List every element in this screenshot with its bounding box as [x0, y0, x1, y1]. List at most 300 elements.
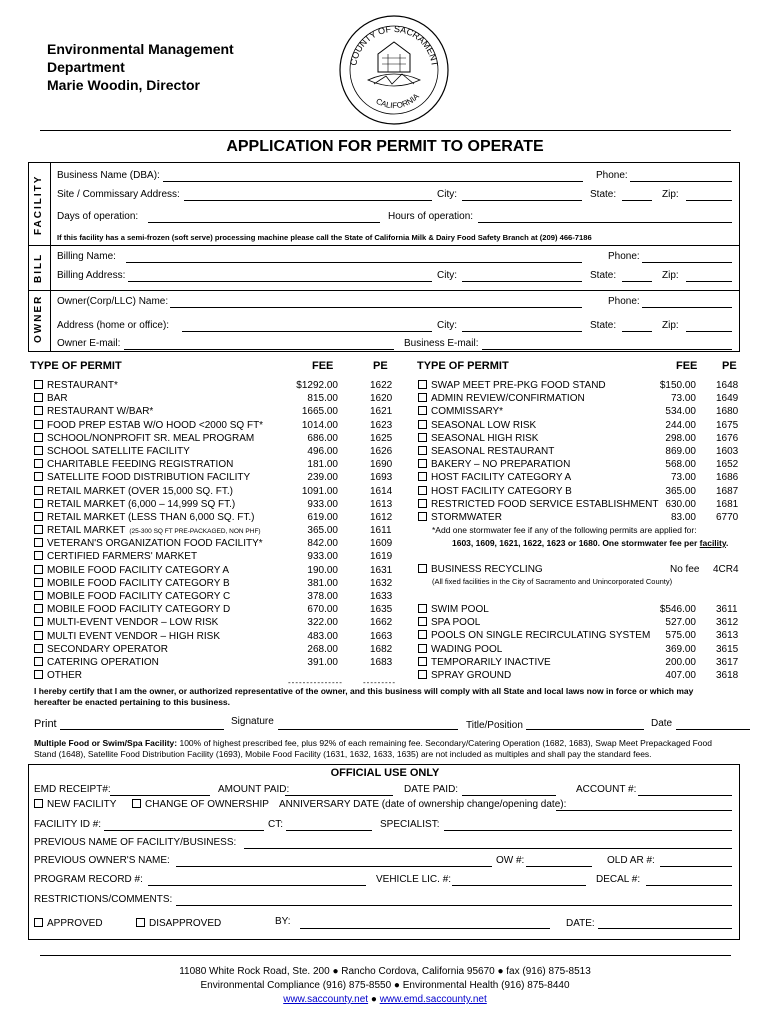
permit-fee: 190.00: [307, 564, 338, 576]
official-use-title: OFFICIAL USE ONLY: [330, 767, 440, 779]
permit-option: [418, 379, 606, 392]
permit-row: [34, 656, 404, 669]
title-position-field[interactable]: [526, 729, 644, 730]
permit-checkbox[interactable]: [34, 631, 43, 640]
permit-name: VETERAN'S ORGANIZATION FOOD FACILITY*: [47, 538, 263, 550]
permit-name: CATERING OPERATION: [47, 656, 159, 668]
business-name-label: Business Name (DBA):: [57, 170, 160, 181]
signature-field[interactable]: [278, 729, 458, 730]
permit-checkbox[interactable]: [34, 591, 43, 600]
permit-pe: 1620: [370, 393, 393, 405]
permit-fee: 483.00: [307, 630, 338, 642]
permit-option: [418, 511, 502, 524]
program-field[interactable]: [148, 885, 366, 886]
permit-checkbox[interactable]: [418, 459, 427, 468]
permit-pe: 1662: [370, 617, 393, 629]
permit-fee: 670.00: [307, 604, 338, 616]
permit-fee: 496.00: [307, 445, 338, 457]
change-ownership-checkbox[interactable]: [132, 799, 141, 808]
change-ownership-row: [132, 799, 269, 810]
recycling-note: (All fixed facilities in the City of Sacramento and Unincorporated County): [432, 577, 673, 586]
permit-name-note: (25-300 SQ FT PRE-PACKAGED, NON PHF): [129, 528, 261, 536]
permit-fee: 365.00: [307, 525, 338, 537]
multiple-facility-text: Multiple Food or Swim/Spa Facility: 100% of highest prescribed fee, plus 92% of each remaining fee. Secondary/Catering Operation (1682, 1683), Swap Meet Prepackaged Food: [34, 738, 712, 748]
program-label: PROGRAM RECORD #:: [34, 874, 143, 885]
ow-label: OW #:: [496, 855, 525, 866]
permit-name: WADING POOL: [431, 643, 503, 655]
decal-label: DECAL #:: [596, 874, 641, 885]
multiple-facility-text-2: Stand (1648), Satellite Food Distribution Facility (1693), Mobile Food Facility (1631, 1632, 1633, 1635) are not included as multiples and shall pay the standard fees.: [34, 749, 652, 759]
amount-field[interactable]: [285, 795, 393, 796]
permit-option: [34, 379, 118, 392]
permit-pe: 1612: [370, 511, 393, 523]
footer-phones: Environmental Compliance (916) 875-8550 ● Environmental Health (916) 875-8440: [200, 980, 570, 991]
city-field[interactable]: [462, 200, 582, 201]
svg-text:COUNTY OF SACRAMENTO: [338, 14, 440, 68]
new-facility-row: [34, 799, 116, 810]
by-field[interactable]: [300, 928, 550, 929]
permit-fee: 268.00: [307, 643, 338, 655]
permit-row: [34, 405, 404, 418]
permit-fee: 239.00: [307, 472, 338, 484]
permit-checkbox[interactable]: [418, 512, 427, 521]
permit-checkbox[interactable]: [34, 433, 43, 442]
permit-row: [34, 498, 404, 511]
permit-pe: 1632: [370, 577, 393, 589]
permit-checkbox[interactable]: [34, 538, 43, 547]
saccounty-link[interactable]: www.saccounty.net: [283, 994, 369, 1005]
permit-checkbox[interactable]: [34, 446, 43, 455]
permit-pe: 1633: [370, 591, 393, 602]
billing-zip-field[interactable]: [686, 281, 732, 282]
prev-name-field[interactable]: [244, 848, 732, 849]
ct-field[interactable]: [286, 830, 372, 831]
permit-row: [34, 458, 404, 471]
specialist-field[interactable]: [444, 830, 732, 831]
billing-phone-label: Phone:: [608, 251, 640, 262]
permit-name: FOOD PREP ESTAB W/O HOOD <2000 SQ FT*: [47, 419, 264, 431]
permit-checkbox[interactable]: [418, 657, 427, 666]
permit-checkbox[interactable]: [418, 630, 427, 639]
account-field[interactable]: [638, 795, 732, 796]
permit-name: OTHER: [47, 670, 82, 682]
vehicle-field[interactable]: [452, 885, 586, 886]
permit-row: [418, 498, 740, 511]
facility-id-label: FACILITY ID #:: [34, 819, 102, 830]
permit-checkbox[interactable]: [418, 446, 427, 455]
facility-bill-divider: [28, 245, 740, 246]
permit-name: BAR: [47, 393, 68, 405]
permit-row: [418, 392, 740, 405]
business-email-field[interactable]: [482, 349, 732, 350]
restrictions-field[interactable]: [176, 905, 732, 906]
soft-serve-notice: If this facility has a semi-frozen (soft serve) processing machine please call the State of California Milk & Dairy Food Safety Branch at (209) 466-7186: [57, 233, 592, 242]
permit-checkbox[interactable]: [34, 420, 43, 429]
permit-fee: 181.00: [307, 459, 338, 471]
stormwater-note-4: facility: [699, 538, 726, 548]
permit-checkbox[interactable]: [34, 380, 43, 389]
permit-name: MULTI-EVENT VENDOR – LOW RISK: [47, 617, 219, 629]
permit-pe: 1675: [716, 419, 739, 431]
permit-option: [34, 405, 153, 418]
permit-name: RETAIL MARKET: [47, 525, 126, 537]
permit-row: [418, 471, 740, 484]
permit-checkbox[interactable]: [34, 551, 43, 560]
zip-field[interactable]: [686, 200, 732, 201]
permit-checkbox[interactable]: [34, 644, 43, 653]
permit-option: [34, 616, 218, 629]
permit-checkbox[interactable]: [418, 604, 427, 613]
prev-owner-field[interactable]: [176, 866, 492, 867]
permit-pe: 1625: [370, 432, 393, 444]
permit-fee: $1292.00: [296, 380, 338, 391]
permit-option: [418, 669, 511, 682]
permit-row: [34, 630, 404, 643]
decal-field[interactable]: [646, 885, 732, 886]
permit-name: POOLS ON SINGLE RECIRCULATING SYSTEM: [431, 630, 651, 642]
by-label: BY:: [275, 916, 291, 927]
dept-name: Environmental Management Department Marie Woodin, Director: [47, 41, 234, 93]
permit-pe: 1663: [370, 630, 393, 642]
fee-header-left: FEE: [312, 360, 334, 372]
days-field[interactable]: [148, 222, 380, 223]
permit-pe: 1603: [716, 445, 739, 457]
permit-pe: 1686: [716, 472, 739, 484]
permit-fee: 1091.00: [301, 485, 338, 497]
certify-text: I hereby certify that I am the owner, or authorized representative of the owner, and this business will comply with all State and local laws now in force or which may: [34, 686, 694, 696]
permit-row: [34, 643, 404, 656]
permit-row: [34, 419, 404, 432]
billing-zip-label: Zip:: [662, 270, 679, 281]
permit-checkbox[interactable]: [418, 433, 427, 442]
billing-city-field[interactable]: [462, 281, 582, 282]
permit-checkbox[interactable]: [34, 565, 43, 574]
section-label-bill: BILL: [33, 252, 44, 284]
permit-row: [418, 432, 740, 445]
permit-fee: 630.00: [665, 498, 696, 510]
pe-header-left: PE: [373, 360, 388, 372]
other-fee-blank[interactable]: ---------------: [288, 678, 343, 687]
permit-row: [34, 537, 404, 550]
permit-row: [34, 550, 404, 563]
permit-checkbox[interactable]: [34, 578, 43, 587]
permit-option: [418, 471, 571, 484]
new-facility-checkbox[interactable]: [34, 799, 43, 808]
permit-option: [418, 656, 551, 669]
receipt-field[interactable]: [110, 795, 210, 796]
seal-text-top: COUNTY OF SACRAMENT: [348, 23, 440, 67]
permit-row: [418, 643, 740, 656]
disapproved-checkbox[interactable]: [136, 918, 145, 927]
permit-checkbox[interactable]: [34, 499, 43, 508]
official-date-field[interactable]: [598, 928, 732, 929]
prev-name-label: PREVIOUS NAME OF FACILITY/BUSINESS:: [34, 837, 237, 848]
permit-fee: 869.00: [665, 445, 696, 457]
permit-pe: 1609: [370, 538, 393, 550]
permit-option: [418, 485, 572, 498]
permit-name: HOST FACILITY CATEGORY B: [431, 485, 572, 497]
permit-option: [418, 445, 554, 458]
permit-checkbox[interactable]: [34, 512, 43, 521]
permit-option: [34, 511, 254, 524]
permit-option: [418, 643, 502, 656]
permit-checkbox[interactable]: [418, 486, 427, 495]
permit-fee: 534.00: [665, 406, 696, 418]
billing-state-label: State:: [590, 270, 617, 281]
section-label-facility: FACILITY: [33, 174, 44, 236]
owner-zip-label: Zip:: [662, 320, 679, 331]
business-name-field[interactable]: [163, 181, 583, 182]
permit-checkbox[interactable]: [418, 406, 427, 415]
permit-option: [34, 577, 230, 590]
stormwater-note: *Add one stormwater fee if any of the following permits are applied for:: [432, 525, 697, 535]
billing-phone-field[interactable]: [642, 262, 732, 263]
permit-checkbox[interactable]: [34, 525, 43, 534]
billing-address-label: Billing Address:: [57, 270, 126, 281]
permit-name: COMMISSARY*: [431, 406, 504, 418]
amount-label: AMOUNT PAID:: [218, 784, 290, 795]
permit-row: [418, 419, 740, 432]
permit-fee: 73.00: [670, 393, 696, 405]
permit-checkbox[interactable]: [34, 617, 43, 626]
disapproved-row: [136, 918, 221, 929]
ct-label: CT:: [268, 819, 283, 830]
permit-pe: 1623: [370, 419, 393, 431]
owner-state-field[interactable]: [622, 331, 652, 332]
permit-pe: 1690: [370, 459, 393, 471]
permit-fee: 842.00: [307, 538, 338, 550]
permit-name: MOBILE FOOD FACILITY CATEGORY B: [47, 577, 230, 589]
permit-pe: 1693: [370, 472, 393, 484]
permit-row: [418, 405, 740, 418]
permit-pe: 1614: [370, 485, 393, 497]
header-rule: [40, 130, 731, 131]
permit-option: [34, 643, 168, 656]
permit-fee: 1665.00: [301, 406, 338, 418]
permit-checkbox[interactable]: [418, 499, 427, 508]
permit-checkbox[interactable]: [34, 657, 43, 666]
permit-option: [418, 405, 503, 418]
permit-row: [34, 616, 404, 629]
permit-row: [34, 524, 404, 537]
permit-pe: 1613: [370, 498, 393, 510]
permit-option: [418, 458, 570, 471]
date-field[interactable]: [676, 729, 750, 730]
recycling-checkbox[interactable]: [418, 564, 427, 573]
owner-name-field[interactable]: [170, 307, 582, 308]
print-field[interactable]: [60, 729, 224, 730]
prev-owner-label: PREVIOUS OWNER'S NAME:: [34, 855, 170, 866]
approved-row: [34, 918, 103, 929]
permit-checkbox[interactable]: [34, 406, 43, 415]
permit-option: [34, 603, 230, 616]
owner-city-field[interactable]: [462, 331, 582, 332]
permit-checkbox[interactable]: [34, 459, 43, 468]
permit-name: RETAIL MARKET (LESS THAN 6,000 SQ. FT.): [47, 511, 255, 523]
permit-name: SCHOOL/NONPROFIT SR. MEAL PROGRAM: [47, 432, 255, 444]
permit-checkbox[interactable]: [418, 472, 427, 481]
permit-list-right-a: [418, 379, 740, 524]
permit-option: [34, 630, 220, 643]
permit-pe: 1631: [370, 564, 393, 576]
permit-option: [418, 603, 489, 616]
billing-address-field[interactable]: [128, 281, 432, 282]
permit-list-right-b: [418, 603, 740, 682]
phone-field[interactable]: [630, 181, 732, 182]
permit-checkbox[interactable]: [418, 420, 427, 429]
permit-name: SECONDARY OPERATOR: [47, 643, 168, 655]
billing-name-field[interactable]: [126, 262, 582, 263]
permit-checkbox[interactable]: [34, 472, 43, 481]
county-seal: [338, 14, 450, 126]
owner-state-label: State:: [590, 320, 617, 331]
permit-name: CERTIFIED FARMERS' MARKET: [47, 551, 198, 563]
hours-field[interactable]: [478, 222, 732, 223]
permit-checkbox[interactable]: [418, 644, 427, 653]
permit-pe: 3613: [716, 630, 739, 642]
permit-name: RESTRICTED FOOD SERVICE ESTABLISHMENT: [431, 498, 659, 510]
permit-name: HOST FACILITY CATEGORY A: [431, 472, 572, 484]
permit-checkbox[interactable]: [418, 670, 427, 679]
permit-fee: 365.00: [665, 485, 696, 497]
permit-pe: 1619: [370, 551, 393, 563]
anniversary-field[interactable]: [556, 810, 732, 811]
permit-pe: 1621: [370, 406, 393, 418]
permit-option: [34, 458, 233, 471]
footer-rule: [40, 955, 731, 956]
permit-option: [34, 669, 82, 682]
permit-row: [418, 485, 740, 498]
permit-pe: 1622: [370, 380, 393, 391]
permit-fee: 200.00: [665, 656, 696, 668]
disapproved-label: DISAPPROVED: [149, 918, 222, 929]
permit-option: [418, 629, 650, 642]
permit-checkbox[interactable]: [418, 380, 427, 389]
permit-fee: 83.00: [670, 511, 696, 523]
anniversary-label: ANNIVERSARY DATE (date of ownership change/opening date):: [279, 799, 567, 810]
permit-pe: 1635: [370, 604, 393, 616]
recycling-fee: No fee: [670, 564, 700, 575]
permit-type-header-right: TYPE OF PERMIT: [417, 360, 509, 372]
signature-label: Signature: [231, 716, 274, 727]
permit-fee: $150.00: [659, 380, 696, 391]
permit-fee: 381.00: [307, 577, 338, 589]
approved-label: APPROVED: [47, 918, 103, 929]
permit-option: [34, 445, 190, 458]
facility-id-field[interactable]: [104, 830, 264, 831]
fee-header-right: FEE: [676, 360, 698, 372]
permit-pe: 3612: [716, 617, 739, 629]
hours-label: Hours of operation:: [388, 211, 474, 222]
recycling-label: BUSINESS RECYCLING: [431, 564, 543, 575]
permit-checkbox[interactable]: [418, 617, 427, 626]
permit-name: SWIM POOL: [431, 604, 489, 615]
permit-fee: 391.00: [307, 656, 338, 668]
new-facility-label: NEW FACILITY: [47, 799, 117, 810]
permit-fee: 369.00: [665, 643, 696, 655]
permit-fee: 933.00: [307, 551, 338, 563]
section-label-owner: OWNER: [33, 294, 44, 344]
permit-pe: 1687: [716, 485, 739, 497]
permit-row: [34, 590, 404, 603]
permit-name: MOBILE FOOD FACILITY CATEGORY D: [47, 604, 231, 616]
ow-field[interactable]: [526, 866, 592, 867]
permit-option: [34, 432, 254, 445]
owner-address-field[interactable]: [182, 331, 432, 332]
permit-list-left: [34, 379, 404, 682]
permit-option: [34, 471, 250, 484]
seal-text-bottom: CALIFORNIA: [374, 91, 421, 111]
permit-fee: 407.00: [665, 669, 696, 681]
stormwater-note-2: 1603, 1609, 1621, 1622, 1623 or 1680. One stormwater fee per facility.: [452, 538, 729, 548]
vehicle-label: VEHICLE LIC. #:: [376, 874, 452, 885]
owner-zip-field[interactable]: [686, 331, 732, 332]
permit-fee: 322.00: [307, 617, 338, 629]
site-address-field[interactable]: [184, 200, 432, 201]
permit-name: SPA POOL: [431, 617, 481, 629]
permit-option: [34, 485, 233, 498]
owner-address-label: Address (home or office):: [57, 320, 170, 331]
permit-type-header-left: TYPE OF PERMIT: [30, 360, 122, 372]
permit-option: [418, 419, 536, 432]
permit-row: [34, 485, 404, 498]
billing-state-field[interactable]: [622, 281, 652, 282]
site-address-label: Site / Commissary Address:: [57, 189, 180, 200]
permit-checkbox[interactable]: [34, 670, 43, 679]
print-label: Print: [34, 718, 57, 730]
other-pe-blank[interactable]: ---------: [363, 678, 396, 687]
permit-fee: 575.00: [665, 630, 696, 642]
approved-checkbox[interactable]: [34, 918, 43, 927]
date-paid-field[interactable]: [462, 795, 556, 796]
permit-name: RESTAURANT*: [47, 380, 118, 391]
state-field[interactable]: [622, 200, 652, 201]
permit-checkbox[interactable]: [34, 604, 43, 613]
owner-email-field[interactable]: [124, 349, 394, 350]
permit-option: [34, 590, 230, 603]
state-label: State:: [590, 189, 617, 200]
permit-pe: 1648: [716, 380, 739, 391]
date-label: Date: [651, 718, 673, 729]
permit-row: [418, 629, 740, 642]
owner-email-label: Owner E-mail:: [57, 338, 121, 349]
permit-fee: 1014.00: [301, 419, 338, 431]
owner-phone-label: Phone:: [608, 296, 640, 307]
permit-fee: 933.00: [307, 498, 338, 510]
permit-name: SATELLITE FOOD DISTRIBUTION FACILITY: [47, 472, 251, 484]
permit-checkbox[interactable]: [418, 393, 427, 402]
official-date-label: DATE:: [566, 918, 595, 929]
footer-link-separator: ●: [368, 994, 380, 1005]
permit-row: [34, 577, 404, 590]
phone-label: Phone:: [596, 170, 628, 181]
owner-phone-field[interactable]: [642, 307, 732, 308]
account-label: ACCOUNT #:: [576, 784, 637, 795]
certify-text-2: hereafter be enacted pertaining to this business.: [34, 697, 231, 707]
receipt-label: EMD RECEIPT#:: [34, 784, 111, 795]
permit-fee: 298.00: [665, 432, 696, 444]
permit-row: [34, 471, 404, 484]
old-ar-field[interactable]: [660, 866, 732, 867]
permit-row: [418, 379, 740, 392]
permit-pe: 3617: [716, 656, 739, 668]
permit-row: [34, 603, 404, 616]
permit-checkbox[interactable]: [34, 486, 43, 495]
permit-fee: $546.00: [659, 604, 696, 615]
permit-checkbox[interactable]: [34, 393, 43, 402]
permit-name: MULTI EVENT VENDOR – HIGH RISK: [47, 630, 220, 642]
emd-link[interactable]: www.emd.saccounty.net: [379, 994, 487, 1005]
